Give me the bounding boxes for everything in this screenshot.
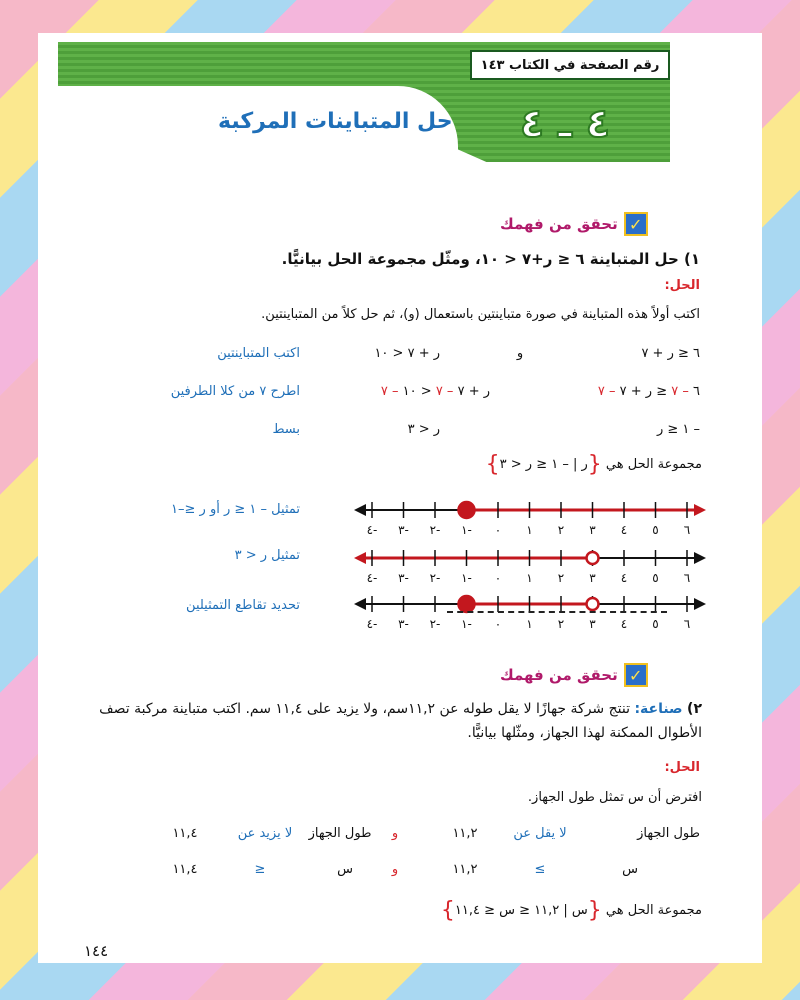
graph-caption-2: تمثيل ر < ٣ xyxy=(234,548,300,563)
value-11-2: ١١,٢ xyxy=(452,862,478,877)
question-number: ٢) xyxy=(687,701,702,717)
tick-label: ٥ xyxy=(652,617,659,631)
closed-point xyxy=(459,596,475,612)
tick-label: ٢- xyxy=(429,523,441,537)
question-1: ١) حل المتباينة ٦ ≤ ر+٧ < ١٠، ومثّل مجموعة الحل بيانيًّا. xyxy=(281,250,700,268)
solution-set-label: مجموعة الحل هي xyxy=(605,457,702,472)
step-note-subtract: اطرح ٧ من كلا الطرفين xyxy=(170,384,300,399)
tick-label: ٤- xyxy=(366,617,378,631)
solution-label-1: الحل: xyxy=(664,278,700,293)
tick-label: ١- xyxy=(461,523,472,537)
tick-label: ٤- xyxy=(366,523,378,537)
subtract-seven: – ٧ xyxy=(435,384,454,399)
step-note-write: اكتب المتباينتين xyxy=(217,346,300,361)
tick-label: ١ xyxy=(526,617,533,631)
lesson-title: حل المتباينات المركبة xyxy=(218,108,453,134)
tick-label: ٤ xyxy=(620,617,628,631)
check-understanding-label: تحقق من فهمك xyxy=(500,666,618,684)
inequality-right-1: ٦ ≤ ر + ٧ xyxy=(641,346,700,361)
tick-label: ٣- xyxy=(398,617,409,631)
right-arrow-icon xyxy=(694,598,706,610)
value-11-2: ١١,٢ xyxy=(452,826,478,841)
right-relation: ≤ ر + ٧ xyxy=(619,384,668,399)
tick-label: ٣- xyxy=(398,523,409,537)
book-page-reference: رقم الصفحة في الكتاب ١٤٣ xyxy=(470,50,670,80)
variable-s: س xyxy=(622,862,638,877)
solution-set-value: ر | – ١ ≤ ر < ٣ xyxy=(499,457,588,472)
inequality-right-3: – ١ ≤ ر xyxy=(656,422,700,437)
number-line-3 xyxy=(354,596,706,631)
conjunction-and: و xyxy=(391,862,399,877)
relation-leq: ≤ xyxy=(534,862,546,877)
subtract-seven: – ٧ xyxy=(597,384,616,399)
brace-open: { xyxy=(587,452,602,477)
tick-label: ٣ xyxy=(589,523,596,537)
right-arrow-icon xyxy=(694,552,706,564)
tick-label: ١ xyxy=(526,523,533,537)
subtract-seven: – ٧ xyxy=(380,384,399,399)
tick-label: ٤- xyxy=(366,571,378,585)
right-arrow-icon xyxy=(694,504,706,516)
tick-label: ٢- xyxy=(429,571,441,585)
solution-label-2: الحل: xyxy=(664,760,700,775)
brace-open: { xyxy=(587,898,602,923)
tick-label: ١- xyxy=(461,617,472,631)
check-mark-icon: ✓ xyxy=(624,212,648,236)
check-understanding-label: تحقق من فهمك xyxy=(500,215,618,233)
question-text: تنتج شركة جهازًا لا يقل طوله عن ١١,٢سم، ولا يزيد على ١١,٤ سم. اكتب متباينة مركبة تصف الأطوال الممكنة لهذا الجهاز، ومثّلها بيانيًّا. xyxy=(99,701,702,741)
solution-set-value: س | ١١,٢ ≤ س ≤ ١١,٤ xyxy=(454,903,588,918)
number-line-2 xyxy=(354,550,706,585)
variable-s: س xyxy=(337,862,353,877)
tick-label: ٢ xyxy=(557,571,565,585)
conjunction-and: و xyxy=(516,346,524,361)
check-understanding-heading-1 xyxy=(500,212,700,236)
conjunction-and: و xyxy=(391,826,399,841)
check-mark-icon: ✓ xyxy=(624,663,648,687)
tick-label: ٣ xyxy=(589,617,596,631)
number-line-1 xyxy=(354,502,706,537)
tick-label: ٠ xyxy=(494,571,502,585)
tick-label: ٢ xyxy=(557,617,565,631)
question-2 xyxy=(78,697,702,745)
tick-label: ١ xyxy=(526,571,533,585)
subtract-seven: – ٧ xyxy=(671,384,689,399)
left-arrow-icon xyxy=(354,552,366,564)
tick-label: ٤ xyxy=(620,523,628,537)
right-term: ٦ xyxy=(693,384,700,399)
section-divider xyxy=(447,611,667,613)
not-less-than: لا يقل عن xyxy=(513,826,567,841)
device-length-label: طول الجهاز xyxy=(308,826,372,841)
solution-set-2 xyxy=(400,898,702,923)
tick-label: ٥ xyxy=(652,523,659,537)
device-length-label: طول الجهاز xyxy=(637,826,700,841)
page-number: ١٤٤ xyxy=(84,942,109,960)
brace-close: } xyxy=(440,898,455,923)
step-note-simplify: بسط xyxy=(272,422,300,437)
solution-intro: اكتب أولاً هذه المتباينة في صورة متباينتين باستعمال (و)، ثم حل كلاً من المتباينتين. xyxy=(261,307,700,322)
tick-label: ٠ xyxy=(494,523,502,537)
tick-label: ٠ xyxy=(494,617,502,631)
solution-set-1 xyxy=(440,452,702,477)
inequality-left-2 xyxy=(330,384,490,399)
left-relation: < ١٠ xyxy=(402,384,432,399)
check-understanding-heading-2 xyxy=(500,663,700,687)
lesson-number: ٤ ـ ٤ xyxy=(519,101,611,147)
inequality-right-2 xyxy=(540,384,700,399)
tick-label: ٦ xyxy=(683,617,691,631)
tick-label: ٢ xyxy=(557,523,565,537)
tick-label: ٦ xyxy=(683,523,691,537)
open-point xyxy=(587,552,599,564)
not-more-than: لا يزيد عن xyxy=(237,826,293,841)
inequality-left-1: ر + ٧ < ١٠ xyxy=(374,346,440,361)
question-keyword: صناعة: xyxy=(634,701,683,717)
brace-close: } xyxy=(485,452,500,477)
tick-label: ٢- xyxy=(429,617,441,631)
graph-caption-3: تحديد تقاطع التمثيلين xyxy=(186,598,300,613)
tick-label: ٣ xyxy=(589,571,596,585)
assumption-text: افترض أن س تمثل طول الجهاز. xyxy=(527,790,702,805)
value-11-4: ١١,٤ xyxy=(172,862,198,877)
tick-label: ١- xyxy=(461,571,472,585)
tick-label: ٣- xyxy=(398,571,409,585)
inequality-left-3: ر < ٣ xyxy=(407,422,440,437)
closed-point xyxy=(459,502,475,518)
left-term: ر + ٧ xyxy=(457,384,490,399)
left-arrow-icon xyxy=(354,504,366,516)
tick-label: ٦ xyxy=(683,571,691,585)
relation-geq: ≥ xyxy=(254,862,266,877)
open-point xyxy=(587,598,599,610)
tick-label: ٥ xyxy=(652,571,659,585)
left-arrow-icon xyxy=(354,598,366,610)
graph-caption-1: تمثيل – ١ ≤ ر أو ر ≤–١ xyxy=(171,502,300,517)
value-11-4: ١١,٤ xyxy=(172,826,198,841)
tick-label: ٤ xyxy=(620,571,628,585)
solution-set-label: مجموعة الحل هي xyxy=(605,903,702,918)
